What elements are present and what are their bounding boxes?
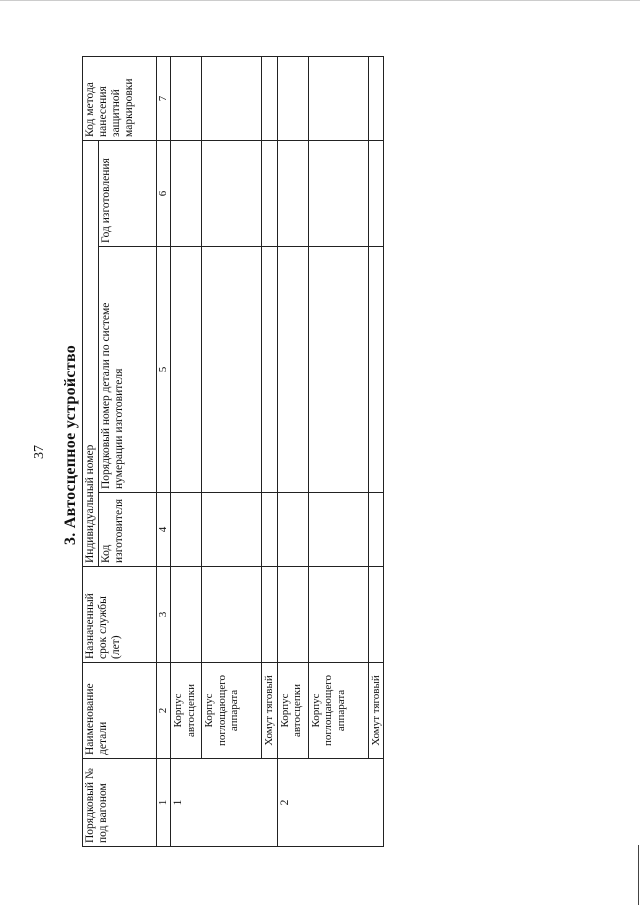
column-number: 6 — [157, 140, 171, 246]
empty-cell — [308, 567, 368, 663]
table-row — [368, 56, 384, 846]
column-number: 3 — [157, 567, 171, 663]
scan-edge-line — [638, 845, 639, 905]
empty-cell — [277, 493, 308, 567]
page-number: 37 — [32, 445, 47, 459]
empty-cell — [368, 56, 384, 140]
autocoupler-table — [82, 56, 384, 847]
column-number: 4 — [157, 493, 171, 567]
empty-cell — [262, 493, 278, 567]
empty-cell — [368, 493, 384, 567]
header-part-name: Наименование детали — [83, 663, 157, 759]
column-number: 5 — [157, 247, 171, 493]
column-number: 1 — [157, 759, 171, 847]
empty-cell — [262, 56, 278, 140]
section-title: 3. Автосцепное устройство — [62, 344, 79, 546]
group-index: 2 — [277, 759, 384, 847]
empty-cell — [308, 56, 368, 140]
empty-cell — [171, 567, 202, 663]
empty-cell — [277, 247, 308, 493]
empty-cell — [308, 140, 368, 246]
empty-cell — [171, 56, 202, 140]
header-service-life: Назначенный срок службы (лет) — [83, 567, 157, 663]
empty-cell — [277, 56, 308, 140]
scan-edge-line — [0, 0, 640, 1]
empty-cell — [277, 140, 308, 246]
part-name: Корпус поглощающего аппарата — [308, 663, 368, 759]
table-row — [262, 56, 278, 846]
empty-cell — [171, 493, 202, 567]
column-number-row — [157, 56, 171, 846]
empty-cell — [368, 567, 384, 663]
empty-cell — [262, 247, 278, 493]
empty-cell — [368, 247, 384, 493]
header-manufacturer-code: Код изготовителя — [99, 493, 157, 567]
group-index: 1 — [171, 759, 278, 847]
part-name: Корпус поглощающего аппарата — [202, 663, 262, 759]
header-order-number: Порядковый № под вагоном — [83, 759, 157, 847]
table-row — [202, 56, 262, 846]
part-name: Корпус автосцепки — [277, 663, 308, 759]
empty-cell — [171, 140, 202, 246]
table-row — [171, 56, 202, 846]
empty-cell — [262, 567, 278, 663]
empty-cell — [308, 247, 368, 493]
column-number: 2 — [157, 663, 171, 759]
empty-cell — [202, 56, 262, 140]
empty-cell — [262, 140, 278, 246]
header-manufacture-year: Год изготовления — [99, 140, 157, 246]
empty-cell — [202, 247, 262, 493]
column-number: 7 — [157, 56, 171, 140]
empty-cell — [308, 493, 368, 567]
empty-cell — [202, 493, 262, 567]
empty-cell — [368, 140, 384, 246]
empty-cell — [202, 567, 262, 663]
part-name: Хомут тяговый — [368, 663, 384, 759]
empty-cell — [171, 247, 202, 493]
header-marking-method: Код метода нанесения защитной маркировки — [83, 56, 157, 140]
empty-cell — [277, 567, 308, 663]
header-serial-number: Порядковый номер детали по системе нумерации изготовителя — [99, 247, 157, 493]
part-name: Хомут тяговый — [262, 663, 278, 759]
table-row — [277, 56, 308, 846]
table-row — [308, 56, 368, 846]
header-individual-number: Индивидуальный номер — [83, 140, 99, 566]
part-name: Корпус автосцепки — [171, 663, 202, 759]
empty-cell — [202, 140, 262, 246]
